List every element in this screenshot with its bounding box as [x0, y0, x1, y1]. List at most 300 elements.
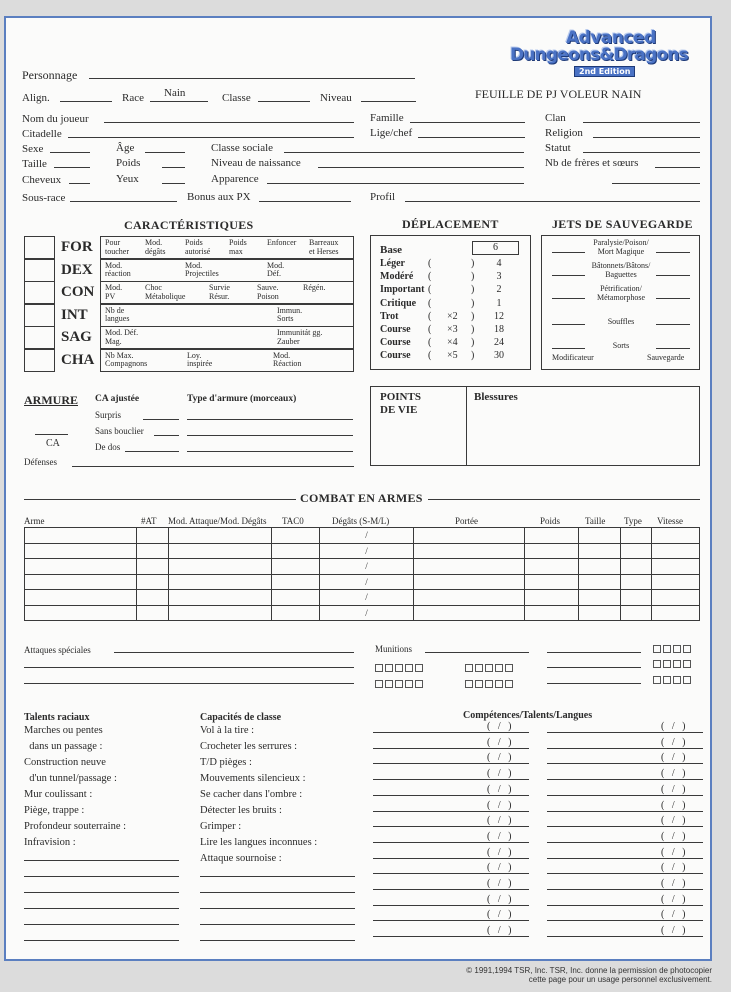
- combat-row: [25, 543, 700, 559]
- capacite-classe-field[interactable]: [200, 892, 355, 893]
- field-align[interactable]: [60, 101, 112, 102]
- competence-slot[interactable]: ( / ): [661, 721, 686, 732]
- deplacement-base-label: Base: [380, 244, 402, 256]
- field-famille[interactable]: [410, 122, 525, 123]
- stat-field-label: Régén.: [303, 283, 326, 292]
- combat-cell[interactable]: [525, 574, 579, 590]
- combat-cell[interactable]: [621, 559, 652, 575]
- munitions-checkbox[interactable]: [663, 660, 671, 668]
- munitions-checkbox[interactable]: [653, 645, 661, 653]
- combat-cell[interactable]: [271, 543, 319, 559]
- combat-cell[interactable]: [621, 605, 652, 621]
- competence-field[interactable]: [547, 889, 703, 890]
- talent-racial: Marches ou pentes: [24, 725, 103, 736]
- competence-field[interactable]: [547, 811, 703, 812]
- label-cheveux: Cheveux: [22, 174, 62, 186]
- competence-field[interactable]: [547, 873, 703, 874]
- combat-cell[interactable]: [136, 590, 168, 606]
- competence-slot[interactable]: ( / ): [487, 721, 512, 732]
- deplacement-value: 12: [494, 310, 504, 322]
- combat-cell[interactable]: [25, 574, 137, 590]
- munitions-checkbox[interactable]: [385, 664, 393, 672]
- combat-cell[interactable]: [621, 574, 652, 590]
- field-race[interactable]: [150, 101, 208, 102]
- field-yeux[interactable]: [162, 183, 185, 184]
- label-defenses: Défenses: [24, 457, 57, 467]
- stat-field-label: Immunitát gg. Zauber: [277, 328, 323, 346]
- talent-racial-field[interactable]: [24, 924, 179, 925]
- blessures-label: Blessures: [474, 391, 518, 403]
- field-munitions[interactable]: [425, 652, 529, 653]
- field-statut[interactable]: [583, 152, 700, 153]
- label-ca-ajustee: CA ajustée: [95, 394, 140, 404]
- munitions-checkbox[interactable]: [385, 680, 393, 688]
- stat-score-cha[interactable]: [24, 349, 55, 372]
- combat-cell[interactable]: [525, 605, 579, 621]
- competence-slot[interactable]: ( / ): [487, 925, 512, 937]
- label-classe-sociale: Classe sociale: [211, 142, 274, 154]
- munitions-box-group: [375, 675, 425, 693]
- competence-field[interactable]: [547, 748, 703, 749]
- talent-racial-field[interactable]: [24, 892, 179, 893]
- combat-cell[interactable]: [652, 574, 700, 590]
- field-ca[interactable]: [35, 434, 68, 435]
- competence-field[interactable]: [547, 842, 703, 843]
- deplacement-label: Trot: [380, 310, 399, 322]
- field-attaques-speciales-3[interactable]: [24, 683, 354, 684]
- combat-cell[interactable]: [168, 559, 271, 575]
- race-value[interactable]: Nain: [164, 87, 186, 99]
- competence-slot[interactable]: ( / ): [661, 768, 686, 780]
- munitions-checkbox[interactable]: [673, 660, 681, 668]
- field-attaques-speciales-1[interactable]: [114, 652, 354, 653]
- field-taille[interactable]: [54, 167, 90, 168]
- combat-cell[interactable]: [168, 605, 271, 621]
- competence-field[interactable]: [373, 905, 529, 906]
- munitions-checkbox[interactable]: [653, 676, 661, 684]
- combat-cell[interactable]: [168, 574, 271, 590]
- munitions-checkbox[interactable]: [495, 664, 503, 672]
- munitions-extra-field[interactable]: [547, 652, 641, 653]
- stat-row-int[interactable]: [100, 304, 354, 327]
- label-de-dos: De dos: [95, 442, 121, 452]
- competence-field[interactable]: [547, 795, 703, 796]
- field-lige[interactable]: [418, 137, 525, 138]
- munitions-checkbox[interactable]: [475, 664, 483, 672]
- combat-cell[interactable]: [271, 574, 319, 590]
- combat-header: #AT: [141, 516, 157, 526]
- combat-cell[interactable]: [621, 528, 652, 544]
- talent-racial-field[interactable]: [24, 860, 179, 861]
- talent-racial: dans un passage :: [24, 741, 103, 752]
- munitions-checkbox[interactable]: [663, 676, 671, 684]
- field-nom-joueur[interactable]: [104, 122, 354, 123]
- label-citadelle: Citadelle: [22, 128, 62, 140]
- label-niveau-naissance: Niveau de naissance: [211, 157, 301, 169]
- competence-slot[interactable]: ( / ): [661, 752, 686, 764]
- paren-open: (: [428, 350, 432, 362]
- stat-field-label: Barreaux et Herses: [309, 238, 339, 256]
- stat-field-label: Nb de langues: [105, 305, 130, 323]
- competence-field[interactable]: [547, 858, 703, 859]
- competence-slot[interactable]: ( / ): [661, 909, 686, 921]
- combat-cell[interactable]: [136, 574, 168, 590]
- field-age[interactable]: [145, 152, 185, 153]
- combat-cell[interactable]: [414, 543, 525, 559]
- combat-header: Vitesse: [657, 516, 683, 526]
- paren-close: ): [471, 350, 475, 362]
- competence-slot[interactable]: ( / ): [487, 878, 512, 889]
- capacites-classe-title: Capacités de classe: [200, 712, 282, 723]
- stat-field-label: Loy. inspirée: [187, 350, 213, 368]
- munitions-checkbox[interactable]: [465, 664, 473, 672]
- competence-field[interactable]: [373, 811, 529, 812]
- stat-row-sag[interactable]: [100, 326, 354, 349]
- combat-cell[interactable]: /: [319, 559, 414, 575]
- combat-cell[interactable]: [25, 605, 137, 621]
- competence-field[interactable]: [547, 763, 703, 764]
- competence-slot[interactable]: ( / ): [487, 815, 512, 827]
- combat-cell[interactable]: [621, 590, 652, 606]
- combat-cell[interactable]: /: [319, 574, 414, 590]
- field-profil[interactable]: [405, 201, 700, 202]
- combat-cell[interactable]: [652, 605, 700, 621]
- stat-field-label: Nb Max. Compagnons: [105, 350, 148, 368]
- competence-field[interactable]: [373, 732, 529, 733]
- combat-cell[interactable]: [579, 543, 621, 559]
- competence-field[interactable]: [547, 936, 703, 937]
- deplacement-mult: ×5: [447, 350, 458, 362]
- combat-cell[interactable]: [168, 528, 271, 544]
- competence-field[interactable]: [547, 920, 703, 921]
- munitions-checkbox[interactable]: [683, 645, 691, 653]
- save-value-field[interactable]: [656, 324, 690, 325]
- field-niveau-naissance[interactable]: [318, 167, 524, 168]
- combat-cell[interactable]: [414, 559, 525, 575]
- field-defenses[interactable]: [72, 466, 354, 467]
- sheet-title: FEUILLE DE PJ VOLEUR NAIN: [475, 87, 642, 101]
- capacite-classe-field[interactable]: [200, 908, 355, 909]
- munitions-checkbox[interactable]: [683, 660, 691, 668]
- save-modifier-field[interactable]: [552, 275, 585, 276]
- combat-cell[interactable]: /: [319, 528, 414, 544]
- label-lige: Lige/chef: [370, 127, 413, 139]
- combat-cell[interactable]: [652, 528, 700, 544]
- combat-cell[interactable]: /: [319, 590, 414, 606]
- save-modifier-field[interactable]: [552, 324, 585, 325]
- combat-cell[interactable]: [168, 543, 271, 559]
- competence-slot[interactable]: ( / ): [487, 862, 512, 874]
- competence-field[interactable]: [547, 826, 703, 827]
- munitions-checkbox[interactable]: [465, 680, 473, 688]
- capacite-classe-field[interactable]: [200, 924, 355, 925]
- field-religion[interactable]: [593, 137, 700, 138]
- field-sexe[interactable]: [50, 152, 90, 153]
- field-armure-2[interactable]: [187, 435, 353, 436]
- munitions-checkbox[interactable]: [415, 664, 423, 672]
- capacite-classe-field[interactable]: [200, 940, 355, 941]
- capacite-classe: Lire les langues inconnues :: [200, 837, 318, 848]
- paren-open: (: [428, 284, 432, 296]
- competence-slot[interactable]: ( / ): [487, 830, 512, 842]
- combat-cell[interactable]: [579, 590, 621, 606]
- stat-row-for[interactable]: [100, 236, 354, 259]
- combat-cell[interactable]: [652, 590, 700, 606]
- capacite-classe: Vol à la tire :: [200, 725, 255, 736]
- field-personnage[interactable]: [89, 78, 415, 79]
- label-sous-race: Sous-race: [22, 192, 66, 204]
- field-bonus-px[interactable]: [259, 201, 351, 202]
- field-de-dos[interactable]: [125, 451, 179, 452]
- competence-slot[interactable]: ( / ): [661, 893, 686, 905]
- paren-close: ): [471, 258, 475, 269]
- combat-cell[interactable]: /: [319, 543, 414, 559]
- competence-slot[interactable]: ( / ): [487, 846, 512, 858]
- munitions-checkbox[interactable]: [395, 664, 403, 672]
- deplacement-label: Course: [380, 350, 411, 362]
- munitions-checkbox[interactable]: [485, 664, 493, 672]
- munitions-checkbox[interactable]: [405, 680, 413, 688]
- combat-cell[interactable]: [25, 590, 137, 606]
- label-munitions: Munitions: [375, 644, 413, 654]
- field-armure-1[interactable]: [187, 419, 353, 420]
- talent-racial: Mur coulissant :: [24, 789, 93, 800]
- munitions-checkbox[interactable]: [415, 680, 423, 688]
- talent-racial-field[interactable]: [24, 940, 179, 941]
- deplacement-base-value[interactable]: 6: [472, 241, 519, 255]
- competence-field[interactable]: [373, 779, 529, 780]
- combat-cell[interactable]: [271, 605, 319, 621]
- munitions-checkbox[interactable]: [673, 645, 681, 653]
- combat-cell[interactable]: [525, 528, 579, 544]
- field-cheveux[interactable]: [69, 183, 90, 184]
- combat-rule-left: [24, 499, 296, 500]
- combat-title: COMBAT EN ARMES: [300, 491, 423, 505]
- competence-slot[interactable]: ( / ): [661, 783, 686, 795]
- stat-score-con[interactable]: [24, 281, 55, 304]
- competence-slot[interactable]: ( / ): [487, 893, 512, 905]
- munitions-checkbox[interactable]: [375, 664, 383, 672]
- competence-slot[interactable]: ( / ): [661, 862, 686, 874]
- label-yeux: Yeux: [116, 173, 139, 185]
- field-niveau[interactable]: [361, 101, 416, 102]
- label-bonus-px: Bonus aux PX: [187, 191, 251, 203]
- combat-cell[interactable]: [525, 543, 579, 559]
- combat-cell[interactable]: [25, 559, 137, 575]
- combat-cell[interactable]: [136, 528, 168, 544]
- paren-open: (: [428, 297, 432, 309]
- stat-score-for[interactable]: [24, 236, 55, 259]
- points-de-vie-title: POINTS DE VIE: [380, 391, 421, 416]
- competence-field[interactable]: [373, 858, 529, 859]
- talent-racial-field[interactable]: [24, 908, 179, 909]
- combat-cell[interactable]: [579, 559, 621, 575]
- munitions-checkbox[interactable]: [495, 680, 503, 688]
- combat-cell[interactable]: [579, 528, 621, 544]
- stat-row-dex[interactable]: [100, 259, 354, 282]
- field-poids[interactable]: [162, 167, 185, 168]
- competence-field[interactable]: [373, 763, 529, 764]
- combat-cell[interactable]: [271, 528, 319, 544]
- combat-cell[interactable]: [414, 605, 525, 621]
- label-profil: Profil: [370, 191, 396, 203]
- combat-cell[interactable]: [136, 559, 168, 575]
- label-clan: Clan: [545, 112, 566, 124]
- stat-field-label: Poids max: [229, 238, 247, 256]
- label-personnage: Personnage: [22, 68, 78, 82]
- points-de-vie-divider: [466, 386, 467, 466]
- field-apparence[interactable]: [267, 183, 524, 184]
- competence-slot[interactable]: ( / ): [487, 752, 512, 764]
- deplacement-title: DÉPLACEMENT: [402, 217, 499, 231]
- competence-slot[interactable]: ( / ): [487, 768, 512, 780]
- combat-header: Taille: [585, 516, 606, 526]
- label-freres: Nb de frères et sœurs: [545, 157, 639, 169]
- competence-field[interactable]: [373, 842, 529, 843]
- capacite-classe: Grimper :: [200, 821, 242, 832]
- save-value-field[interactable]: [656, 298, 690, 299]
- competence-field[interactable]: [547, 779, 703, 780]
- field-attaques-speciales-2[interactable]: [24, 667, 354, 668]
- combat-cell[interactable]: [271, 590, 319, 606]
- combat-cell[interactable]: [525, 590, 579, 606]
- combat-cell[interactable]: [414, 574, 525, 590]
- competence-field[interactable]: [547, 905, 703, 906]
- munitions-extra-field[interactable]: [547, 667, 641, 668]
- save-modifier-field[interactable]: [552, 298, 585, 299]
- deplacement-label: Léger: [380, 258, 405, 269]
- competence-field[interactable]: [373, 889, 529, 890]
- munitions-box-group: [653, 671, 693, 689]
- field-freres-extra[interactable]: [612, 183, 700, 184]
- field-armure-3[interactable]: [187, 451, 353, 452]
- capacite-classe-field[interactable]: [200, 876, 355, 877]
- combat-cell[interactable]: [621, 543, 652, 559]
- competence-slot[interactable]: ( / ): [661, 736, 686, 748]
- field-classe-sociale[interactable]: [284, 152, 524, 153]
- competence-field[interactable]: [373, 873, 529, 874]
- competence-slot[interactable]: ( / ): [487, 799, 512, 811]
- label-taille: Taille: [22, 158, 47, 170]
- competence-slot[interactable]: ( / ): [487, 909, 512, 921]
- capacite-classe: Crocheter les serrures :: [200, 741, 298, 752]
- stat-name-sag: SAG: [61, 329, 92, 345]
- field-citadelle[interactable]: [68, 137, 354, 138]
- label-type-armure: Type d'armure (morceaux): [187, 394, 297, 404]
- competence-slot[interactable]: ( / ): [661, 846, 686, 858]
- competence-field[interactable]: [373, 920, 529, 921]
- copyright-footer: [440, 966, 712, 984]
- competence-slot[interactable]: ( / ): [661, 815, 686, 827]
- combat-cell[interactable]: [271, 559, 319, 575]
- stat-field-label: Survie Résur.: [209, 283, 230, 301]
- save-label: Paralysie/Poison/ Mort Magique: [593, 238, 649, 256]
- munitions-checkbox[interactable]: [485, 680, 493, 688]
- field-freres[interactable]: [655, 167, 700, 168]
- competence-field[interactable]: [373, 748, 529, 749]
- combat-cell[interactable]: [136, 543, 168, 559]
- stat-score-dex[interactable]: [24, 259, 55, 282]
- munitions-checkbox[interactable]: [683, 676, 691, 684]
- munitions-checkbox[interactable]: [475, 680, 483, 688]
- competence-field[interactable]: [547, 732, 703, 733]
- field-clan[interactable]: [583, 122, 700, 123]
- paren-open: (: [428, 258, 432, 269]
- competence-field[interactable]: [373, 826, 529, 827]
- combat-cell[interactable]: [652, 559, 700, 575]
- save-modifier-field[interactable]: [552, 252, 585, 253]
- field-sous-race[interactable]: [70, 201, 177, 202]
- stat-row-cha[interactable]: [100, 349, 354, 372]
- munitions-checkbox[interactable]: [505, 680, 513, 688]
- stat-row-con[interactable]: [100, 281, 354, 304]
- deplacement-label: Important: [380, 284, 425, 296]
- competence-slot[interactable]: ( / ): [661, 830, 686, 842]
- stat-score-sag[interactable]: [24, 326, 55, 349]
- combat-cell[interactable]: [579, 574, 621, 590]
- munitions-checkbox[interactable]: [405, 664, 413, 672]
- combat-cell[interactable]: [652, 543, 700, 559]
- deplacement-value: 1: [496, 297, 502, 309]
- stat-field-label: Mod. dégâts: [145, 238, 166, 256]
- stat-score-int[interactable]: [24, 304, 55, 327]
- logo-advanced: Advanced: [566, 28, 656, 48]
- deplacement-label: Modéré: [380, 271, 414, 283]
- combat-cell[interactable]: [414, 590, 525, 606]
- competence-field[interactable]: [373, 795, 529, 796]
- competence-slot[interactable]: ( / ): [661, 799, 686, 811]
- deplacement-mult: ×3: [447, 324, 458, 335]
- combat-cell[interactable]: [168, 590, 271, 606]
- combat-cell[interactable]: /: [319, 605, 414, 621]
- stat-field-label: Mod. PV: [105, 283, 123, 301]
- munitions-checkbox[interactable]: [653, 660, 661, 668]
- save-value-field[interactable]: [656, 275, 690, 276]
- munitions-checkbox[interactable]: [673, 676, 681, 684]
- competence-slot[interactable]: ( / ): [661, 925, 686, 937]
- competence-field[interactable]: [373, 936, 529, 937]
- label-sexe: Sexe: [22, 143, 44, 155]
- combat-cell[interactable]: [25, 528, 137, 544]
- combat-cell[interactable]: [136, 605, 168, 621]
- paren-open: (: [428, 310, 432, 322]
- competence-slot[interactable]: ( / ): [487, 783, 512, 795]
- save-value-field[interactable]: [656, 252, 690, 253]
- combat-cell[interactable]: [525, 559, 579, 575]
- munitions-checkbox[interactable]: [375, 680, 383, 688]
- save-value-field[interactable]: [656, 348, 690, 349]
- competence-slot[interactable]: ( / ): [487, 736, 512, 748]
- munitions-checkbox[interactable]: [505, 664, 513, 672]
- field-sans-bouclier[interactable]: [154, 435, 179, 436]
- combat-cell[interactable]: [414, 528, 525, 544]
- armure-title: ARMURE: [24, 393, 78, 407]
- munitions-extra-field[interactable]: [547, 683, 641, 684]
- save-modifier-field[interactable]: [552, 348, 585, 349]
- stat-field-label: Choc Métabolique: [145, 283, 186, 301]
- talent-racial: Piège, trappe :: [24, 805, 85, 816]
- combat-cell[interactable]: [25, 543, 137, 559]
- competence-slot[interactable]: ( / ): [661, 878, 686, 889]
- talent-racial-field[interactable]: [24, 876, 179, 877]
- field-surpris[interactable]: [143, 419, 179, 420]
- combat-cell[interactable]: [579, 605, 621, 621]
- capacite-classe: Attaque sournoise :: [200, 853, 282, 864]
- munitions-checkbox[interactable]: [663, 645, 671, 653]
- paren-close: ): [471, 310, 475, 322]
- field-classe[interactable]: [258, 101, 310, 102]
- munitions-checkbox[interactable]: [395, 680, 403, 688]
